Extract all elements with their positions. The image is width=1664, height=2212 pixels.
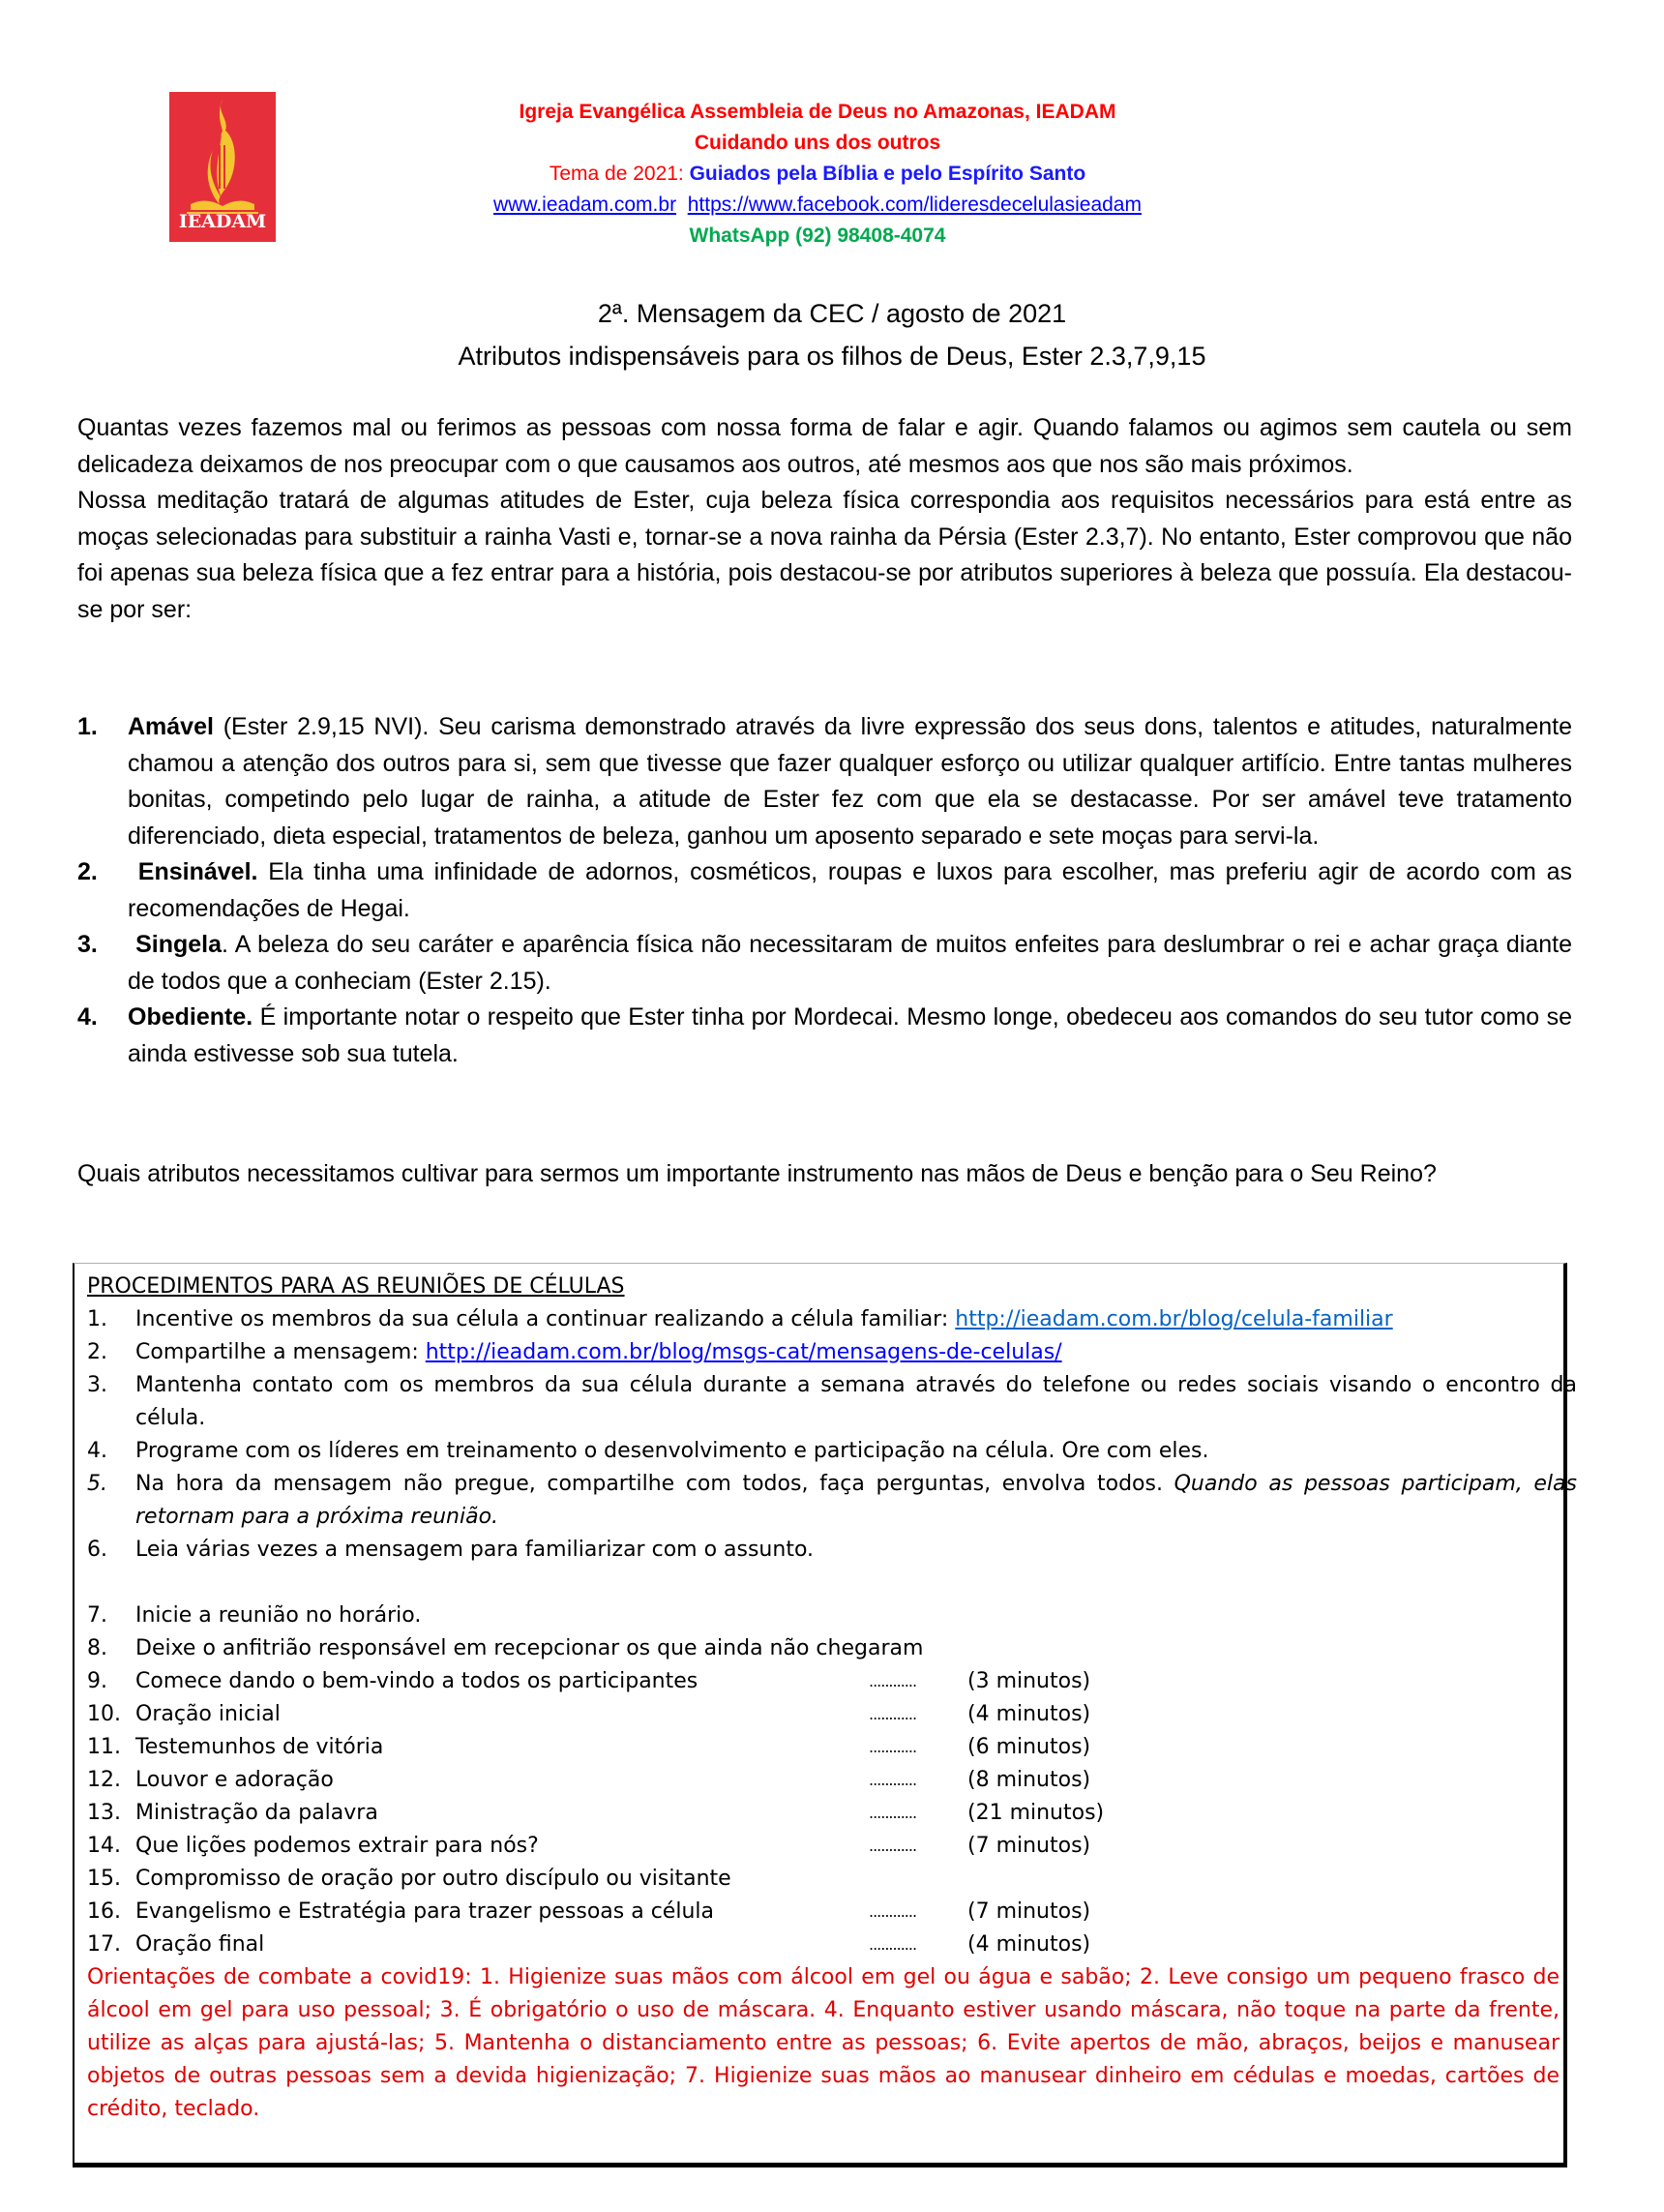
schedule-item (87, 1797, 1577, 1830)
leader-dots: ............ (869, 1935, 917, 1954)
item-text: Evangelismo e Estratégia para trazer pessoas a célula (135, 1899, 714, 1924)
item-text: Ministração da palavra (135, 1801, 378, 1825)
church-motto: Cuidando uns dos outros (694, 132, 941, 154)
item-text: Comece dando o bem-vindo a todos os participantes (135, 1669, 698, 1693)
item-italic-text: Quando as pessoas participam, elas retornam para a próxima reunião. (135, 1472, 1577, 1529)
intro-paragraph-2: Nossa meditação tratará de algumas atitudes de Ester, cuja beleza física correspondia aos requisitos necessários para está entre as moças selecionadas para substituir a rainha Vasti e, tornar-se a nova rainha da Pérsia (Ester 2.3,7). No entanto, Ester comprovou que não foi apenas sua beleza física que a fez entrar para a história, pois destacou-se por atributos superiores à beleza que possuía. Ela destacou-se por ser: (77, 487, 1572, 623)
item-text: Oração final (135, 1932, 265, 1957)
attribute-item (77, 854, 1572, 927)
item-number: 7. (87, 1603, 107, 1628)
attribute-number: 3. (77, 931, 98, 958)
item-text: Que lições podemos extrair para nós? (135, 1834, 539, 1858)
spacer (87, 1567, 1577, 1599)
procedure-item (87, 1303, 1577, 1336)
item-number: 15. (87, 1867, 121, 1891)
leader-dots: ............ (869, 1804, 917, 1822)
item-number: 13. (87, 1801, 121, 1825)
item-number: 5. (87, 1472, 107, 1496)
logo-text: IEADAM (178, 211, 267, 232)
item-text: Inicie a reunião no horário. (135, 1603, 422, 1628)
leader-dots: ............ (869, 1672, 917, 1690)
schedule-item (87, 1896, 1577, 1928)
ieadam-logo (169, 92, 276, 242)
attribute-name: Ensinável. (137, 858, 258, 885)
item-text: Testemunhos de vitória (135, 1735, 384, 1759)
procedures-list (87, 1303, 1577, 1567)
facebook-link[interactable]: https://www.facebook.com/lideresdecelulasieadam (687, 194, 1142, 216)
item-duration: (4 minutos) (967, 1932, 1091, 1957)
item-number: 12. (87, 1768, 121, 1792)
item-number: 4. (87, 1439, 107, 1463)
intro-text (77, 410, 1572, 628)
procedures-content (87, 1270, 1577, 2126)
attribute-text: Ela tinha uma infinidade de adornos, cosméticos, roupas e luxos para escolher, mas preferiu agir de acordo com as recomendações de Hegai. (128, 858, 1572, 922)
procedure-item (87, 1336, 1577, 1369)
attribute-text: (Ester 2.9,15 NVI). Seu carisma demonstrado através da livre expressão dos seus dons, talentos e atitudes, naturalmente chamou a atenção dos outros para si, sem que tivesse que fazer qualquer esforço ou utilizar qualquer artifício. Entre tantas mulheres bonitas, competindo pelo lugar de rainha, a atitude de Ester fez com que ela se destacasse. Por ser amável teve tratamento diferenciado, dieta especial, tratamentos de beleza, ganhou um aposento separado e sete moças para servi-la. (128, 713, 1572, 850)
leader-dots: ............ (869, 1738, 917, 1756)
item-text: Compromisso de oração por outro discípulo ou visitante (135, 1867, 731, 1891)
item-number: 14. (87, 1834, 121, 1858)
item-number: 1. (87, 1307, 107, 1331)
item-number: 8. (87, 1636, 107, 1660)
theme-value: Guiados pela Bíblia e pelo Espírito Santo (689, 163, 1086, 185)
header-links (290, 190, 1345, 221)
attribute-number: 2. (77, 858, 98, 885)
attribute-item (77, 1000, 1572, 1072)
theme-label: Tema de 2021: (549, 163, 690, 185)
item-text: Incentive os membros da sua célula a continuar realizando a célula familiar: (135, 1307, 956, 1331)
item-text: Na hora da mensagem não pregue, compartilhe com todos, faça perguntas, envolva todos. (135, 1472, 1174, 1496)
whatsapp-contact: WhatsApp (92) 98408-4074 (689, 224, 946, 247)
schedule-item (87, 1632, 1577, 1665)
item-text: Leia várias vezes a mensagem para familiarizar com o assunto. (135, 1538, 815, 1562)
item-text: Deixe o anfitrião responsável em recepcionar os que ainda não chegaram (135, 1636, 924, 1660)
procedure-item (87, 1369, 1577, 1435)
theme-line (290, 159, 1345, 190)
item-number: 2. (87, 1340, 107, 1364)
title-line-1: 2ª. Mensagem da CEC / agosto de 2021 (597, 299, 1067, 328)
schedule-item (87, 1599, 1577, 1632)
item-number: 11. (87, 1735, 121, 1759)
item-duration: (7 minutos) (967, 1899, 1091, 1924)
attribute-number: 4. (77, 1003, 98, 1031)
schedule-item (87, 1731, 1577, 1764)
intro-paragraph-1: Quantas vezes fazemos mal ou ferimos as pessoas com nossa forma de falar e agir. Quando falamos ou agimos sem cautela ou sem delicadeza deixamos de nos preocupar com o que causamos aos outros, até mesmos aos que nos são mais próximos. (77, 414, 1572, 478)
procedure-item (87, 1534, 1577, 1567)
schedule-item (87, 1863, 1577, 1896)
procedure-item (87, 1435, 1577, 1468)
leader-dots: ............ (869, 1837, 917, 1855)
leader-dots: ............ (869, 1902, 917, 1921)
mensagens-link[interactable]: http://ieadam.com.br/blog/msgs-cat/mensagens-de-celulas/ (425, 1340, 1062, 1364)
attribute-item (77, 927, 1572, 1000)
item-number: 16. (87, 1899, 121, 1924)
attributes-list (77, 709, 1572, 1072)
title-line-2: Atributos indispensáveis para os filhos de Deus, Ester 2.3,7,9,15 (458, 342, 1206, 371)
item-duration: (6 minutos) (967, 1735, 1091, 1759)
attribute-text: É importante notar o respeito que Ester tinha por Mordecai. Mesmo longe, obedeceu aos comandos do seu tutor como se ainda estivesse sob sua tutela. (128, 1003, 1572, 1067)
schedule-item (87, 1928, 1577, 1961)
leader-dots: ............ (869, 1705, 917, 1723)
site-link[interactable]: www.ieadam.com.br (493, 194, 677, 216)
procedure-item (87, 1468, 1577, 1534)
item-text: Mantenha contato com os membros da sua célula durante a semana através do telefone ou redes sociais visando o encontro da célula. (135, 1373, 1577, 1430)
schedule-item (87, 1764, 1577, 1797)
schedule-item (87, 1665, 1577, 1698)
attribute-name: Obediente. (128, 1003, 253, 1031)
schedule-item (87, 1698, 1577, 1731)
item-text: Programe com os líderes em treinamento o desenvolvimento e participação na célula. Ore com eles. (135, 1439, 1209, 1463)
church-header (290, 97, 1345, 252)
item-number: 10. (87, 1702, 121, 1726)
attribute-name: Singela (135, 931, 223, 958)
meeting-schedule (87, 1599, 1577, 1961)
item-duration: (7 minutos) (967, 1834, 1091, 1858)
item-text: Louvor e adoração (135, 1768, 334, 1792)
attribute-item (77, 709, 1572, 854)
attribute-name: Amável (128, 713, 214, 740)
attribute-number: 1. (77, 713, 98, 740)
item-text: Compartilhe a mensagem: (135, 1340, 426, 1364)
procedures-title: PROCEDIMENTOS PARA AS REUNIÕES DE CÉLULAS (87, 1274, 625, 1299)
message-title (77, 292, 1587, 377)
item-duration: (3 minutos) (967, 1669, 1091, 1693)
item-duration: (8 minutos) (967, 1768, 1091, 1792)
item-text: Oração inicial (135, 1702, 281, 1726)
item-number: 9. (87, 1669, 107, 1693)
item-number: 17. (87, 1932, 121, 1957)
item-duration: (4 minutos) (967, 1702, 1091, 1726)
item-duration: (21 minutos) (967, 1801, 1105, 1825)
leader-dots: ............ (869, 1771, 917, 1789)
item-number: 3. (87, 1373, 107, 1397)
celula-familiar-link[interactable]: http://ieadam.com.br/blog/celula-familiar (955, 1307, 1393, 1331)
item-number: 6. (87, 1538, 107, 1562)
covid-guidelines: Orientações de combate a covid19: 1. Higienize suas mãos com álcool em gel ou água e sabão; 2. Leve consigo um pequeno frasco de álcool em gel para uso pessoal; 3. É obrigatório o uso de máscara. 4. Enquanto estiver usando máscara, não toque na parte da frente, utilize as alças para ajustá-las; 5. Mantenha o distanciamento entre as pessoas; 6. Evite apertos de mão, abraços, beijos e manusear objetos de outras pessoas sem a devida higienização; 7. Higienize suas mãos ao manusear dinheiro em cédulas e moedas, cartões de crédito, teclado. (87, 1965, 1560, 2121)
church-name: Igreja Evangélica Assembleia de Deus no Amazonas, IEADAM (519, 101, 1116, 123)
attribute-text: . A beleza do seu caráter e aparência física não necessitaram de muitos enfeites para deslumbrar o rei e achar graça diante de todos que a conheciam (Ester 2.15). (128, 931, 1572, 995)
reflection-question: Quais atributos necessitamos cultivar para sermos um importante instrumento nas mãos de Deus e benção para o Seu Reino? (77, 1160, 1437, 1187)
schedule-item (87, 1830, 1577, 1863)
